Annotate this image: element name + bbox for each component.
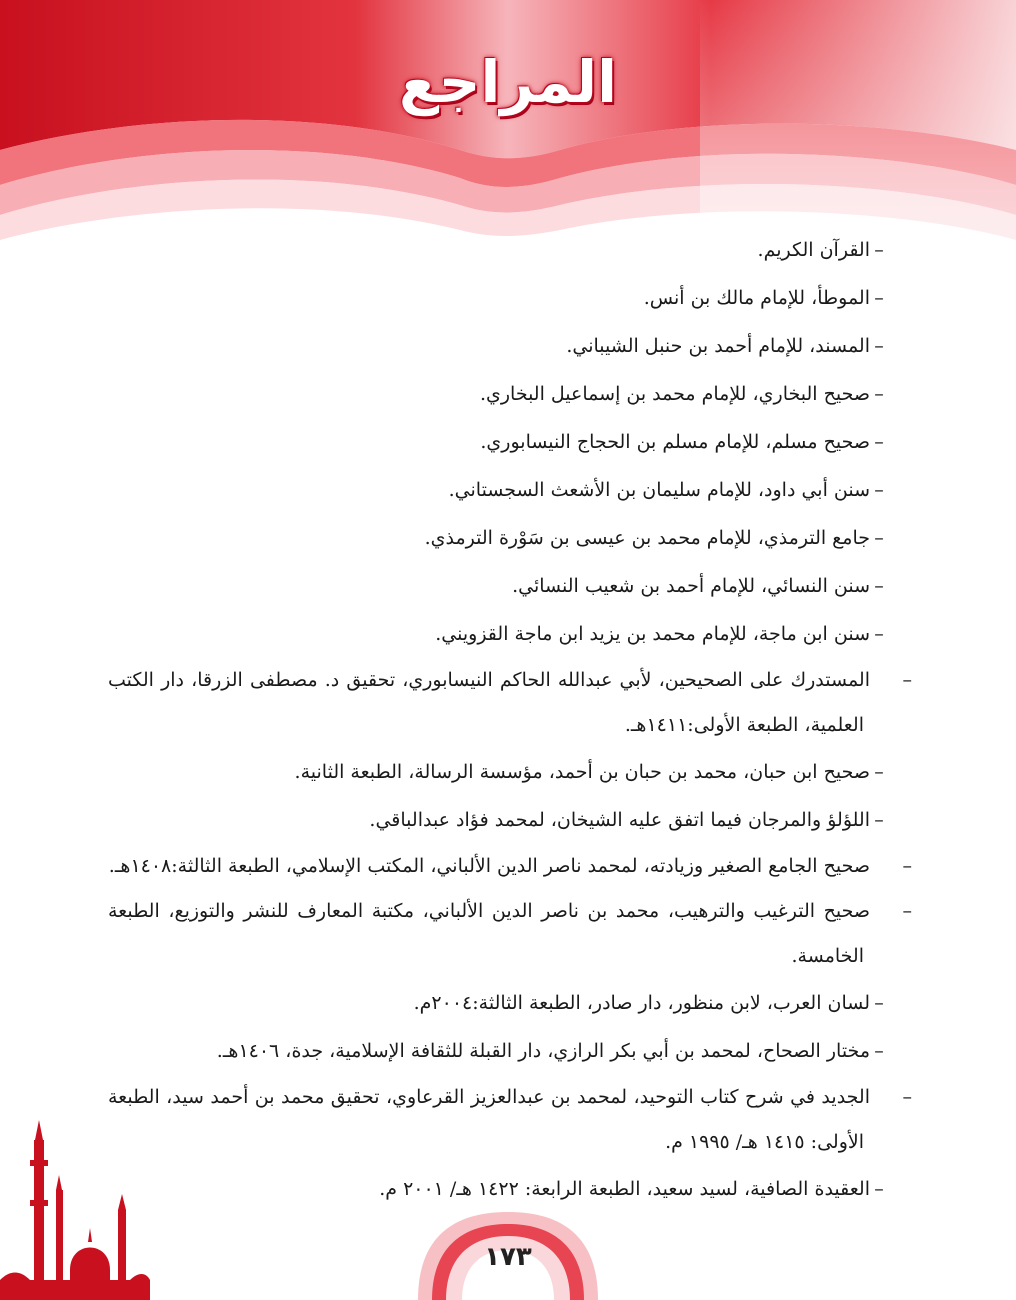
reference-item: –الموطأ، للإمام مالك بن أنس. [643, 287, 884, 309]
reference-text: صحيح الترغيب والترهيب، محمد بن ناصر الدين الألباني، مكتبة المعارف للنشر والتوزيع، الطبعة الخامسة. [108, 900, 870, 967]
reference-text: المسند، للإمام أحمد بن حنبل الشيباني. [566, 335, 870, 357]
reference-item: –مختار الصحاح، لمحمد بن أبي بكر الرازي، دار القبلة للثقافة الإسلامية، جدة، ١٤٠٦هـ. [216, 1040, 884, 1062]
reference-text: جامع الترمذي، للإمام محمد بن عيسى بن سَوْرة الترمذي. [424, 527, 870, 549]
reference-text: صحيح الجامع الصغير وزيادته، لمحمد ناصر الدين الألباني، المكتب الإسلامي، الطبعة الثالثة:١٤٠٨هـ. [108, 855, 870, 877]
reference-text: اللؤلؤ والمرجان فيما اتفق عليه الشيخان، لمحمد فؤاد عبدالباقي. [369, 809, 870, 831]
references-list [108, 226, 912, 1213]
reference-text: سنن أبي داود، للإمام سليمان بن الأشعث السجستاني. [448, 479, 870, 501]
reference-item: –جامع الترمذي، للإمام محمد بن عيسى بن سَوْرة الترمذي. [424, 527, 884, 549]
reference-item: –لسان العرب، لابن منظور، دار صادر، الطبعة الثالثة:٢٠٠٤م. [413, 992, 884, 1014]
reference-text: صحيح مسلم، للإمام مسلم بن الحجاج النيسابوري. [480, 431, 870, 453]
reference-text: صحيح البخاري، للإمام محمد بن إسماعيل البخاري. [479, 383, 870, 405]
reference-item: –صحيح الجامع الصغير وزيادته، لمحمد ناصر الدين الألباني، المكتب الإسلامي، الطبعة الثالثة:١٤٠٨هـ. [108, 855, 912, 877]
reference-item: –صحيح مسلم، للإمام مسلم بن الحجاج النيسابوري. [480, 431, 884, 453]
reference-text: سنن ابن ماجة، للإمام محمد بن يزيد ابن ماجة القزويني. [435, 623, 870, 645]
reference-item: –سنن ابن ماجة، للإمام محمد بن يزيد ابن ماجة القزويني. [435, 623, 884, 645]
reference-item: –القرآن الكريم. [757, 239, 884, 261]
reference-item: –اللؤلؤ والمرجان فيما اتفق عليه الشيخان، لمحمد فؤاد عبدالباقي. [369, 809, 884, 831]
reference-text: المستدرك على الصحيحين، لأبي عبدالله الحاكم النيسابوري، تحقيق د. مصطفى الزرقا، دار الكتب العلمية، الطبعة الأولى:١٤١١هـ. [108, 669, 870, 736]
reference-text: صحيح ابن حبان، محمد بن حبان بن أحمد، مؤسسة الرسالة، الطبعة الثانية. [294, 761, 870, 783]
reference-item: –المسند، للإمام أحمد بن حنبل الشيباني. [566, 335, 884, 357]
reference-item: –الجديد في شرح كتاب التوحيد، لمحمد بن عبدالعزيز القرعاوي، تحقيق محمد بن أحمد سيد، الطبعة الأولى: ١٤١٥ هـ/ ١٩٩٥ م. [108, 1086, 912, 1153]
footer-decoration [0, 1120, 1016, 1300]
header-fade [700, 0, 1016, 240]
page-number: ١٧٣ [484, 1242, 532, 1272]
mosque-silhouette-icon [0, 1120, 150, 1300]
reference-item: –سنن النسائي، للإمام أحمد بن شعيب النسائي. [512, 575, 884, 597]
reference-item: –المستدرك على الصحيحين، لأبي عبدالله الحاكم النيسابوري، تحقيق د. مصطفى الزرقا، دار الكتب العلمية، الطبعة الأولى:١٤١١هـ. [108, 669, 912, 736]
reference-item: –صحيح ابن حبان، محمد بن حبان بن أحمد، مؤسسة الرسالة، الطبعة الثانية. [294, 761, 884, 783]
header-ribbon-decoration [0, 0, 1016, 240]
reference-item: –العقيدة الصافية، لسيد سعيد، الطبعة الرابعة: ١٤٢٢ هـ/ ٢٠٠١ م. [379, 1178, 884, 1200]
reference-item: –صحيح البخاري، للإمام محمد بن إسماعيل البخاري. [479, 383, 884, 405]
reference-text: سنن النسائي، للإمام أحمد بن شعيب النسائي. [512, 575, 870, 597]
reference-text: الموطأ، للإمام مالك بن أنس. [643, 287, 870, 309]
reference-item: –سنن أبي داود، للإمام سليمان بن الأشعث السجستاني. [448, 479, 884, 501]
reference-item: –صحيح الترغيب والترهيب، محمد بن ناصر الدين الألباني، مكتبة المعارف للنشر والتوزيع، الطبعة الخامسة. [108, 900, 912, 967]
reference-text: مختار الصحاح، لمحمد بن أبي بكر الرازي، دار القبلة للثقافة الإسلامية، جدة، ١٤٠٦هـ. [216, 1040, 870, 1062]
reference-text: العقيدة الصافية، لسيد سعيد، الطبعة الرابعة: ١٤٢٢ هـ/ ٢٠٠١ م. [379, 1178, 870, 1200]
reference-text: الجديد في شرح كتاب التوحيد، لمحمد بن عبدالعزيز القرعاوي، تحقيق محمد بن أحمد سيد، الطبعة الأولى: ١٤١٥ هـ/ ١٩٩٥ م. [108, 1086, 870, 1153]
reference-text: القرآن الكريم. [757, 239, 870, 261]
reference-text: لسان العرب، لابن منظور، دار صادر، الطبعة الثالثة:٢٠٠٤م. [413, 992, 870, 1014]
page-title: المراجع [399, 48, 617, 116]
